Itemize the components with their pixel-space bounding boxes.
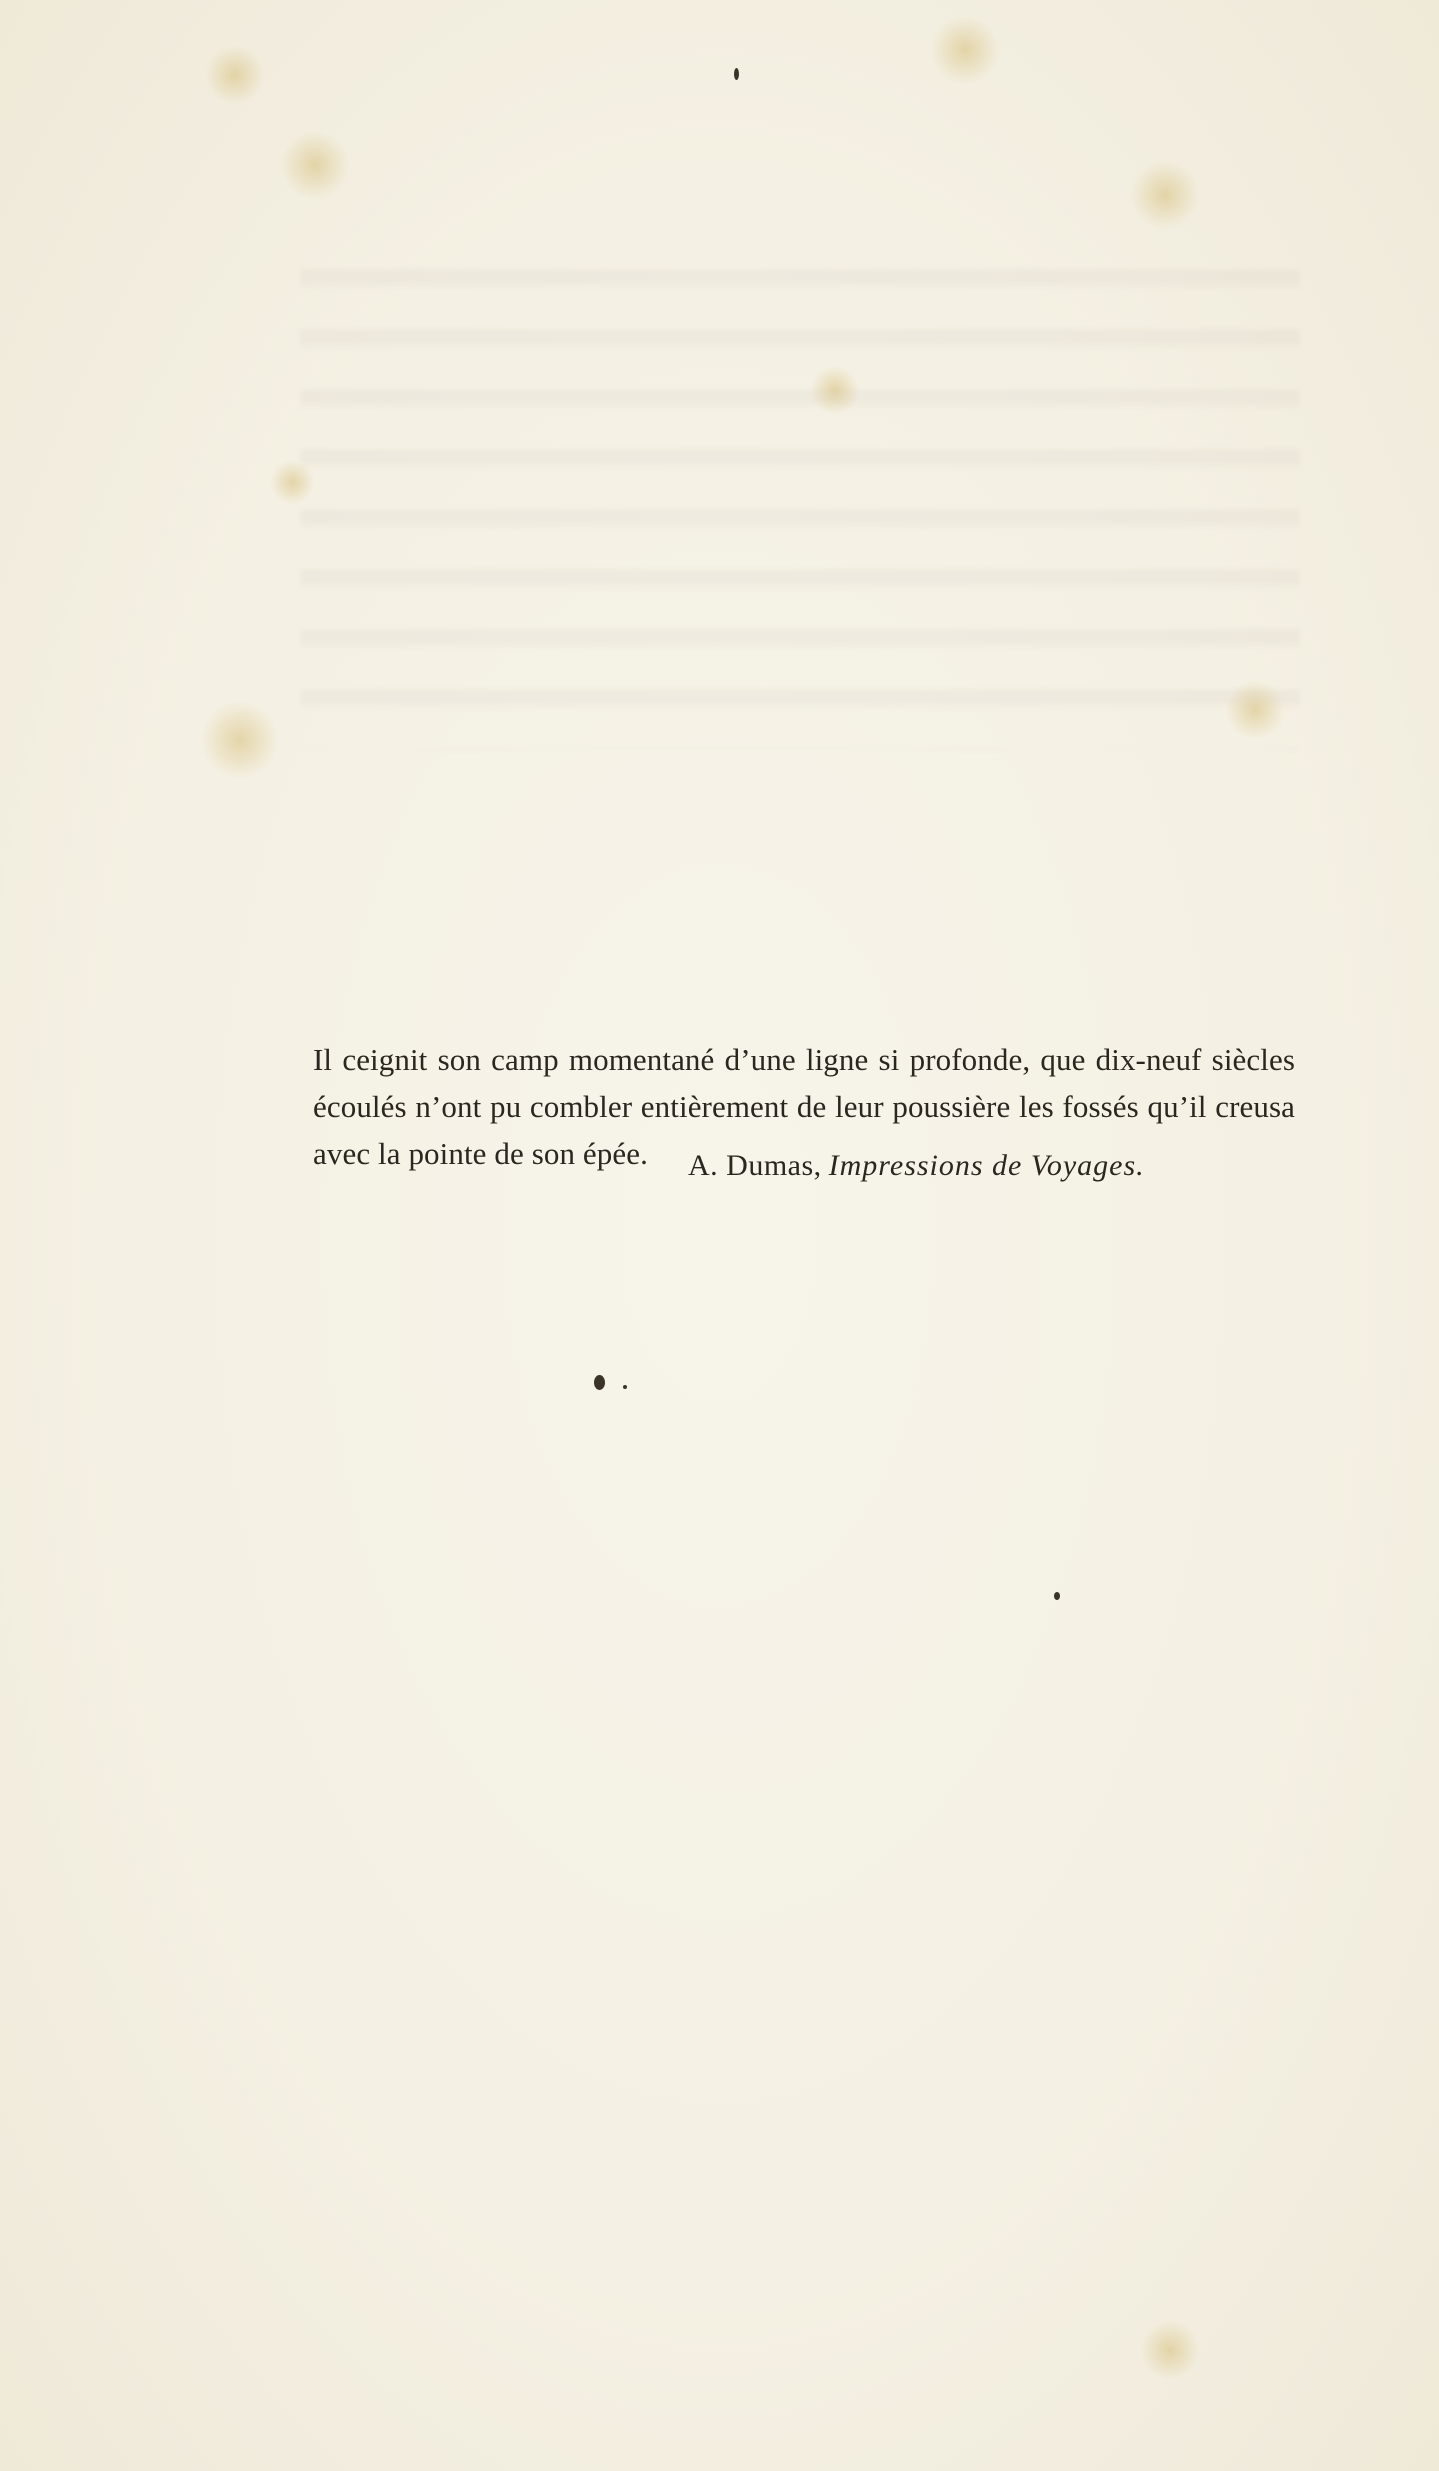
foxing-spot (280, 130, 350, 200)
ink-speck (594, 1375, 605, 1390)
foxing-spot (1130, 160, 1200, 230)
ink-speck (1054, 1592, 1060, 1600)
foxing-spot (270, 460, 315, 505)
attribution-separator: , (813, 1149, 829, 1182)
foxing-spot (200, 700, 280, 780)
attribution-author: A. Dumas (688, 1149, 814, 1182)
foxing-spot (205, 45, 265, 105)
show-through-text (300, 230, 1300, 750)
attribution-work-title: Impressions de Voyages. (828, 1149, 1145, 1182)
foxing-spot (810, 365, 860, 415)
ink-speck (734, 68, 739, 80)
foxing-spot (1140, 2320, 1200, 2380)
epigraph-quote: Il ceignit son camp momentané d’une ligne si profonde, que dix-neuf siècles écoulés n’ont pu combler entièrement de leur poussière les fossés qu’il creusa avec la pointe de son épée. (313, 1042, 1295, 1171)
foxing-spot (930, 15, 1000, 85)
ink-speck (623, 1385, 627, 1389)
epigraph-attribution (688, 1146, 1145, 1186)
foxing-spot (1225, 680, 1285, 740)
